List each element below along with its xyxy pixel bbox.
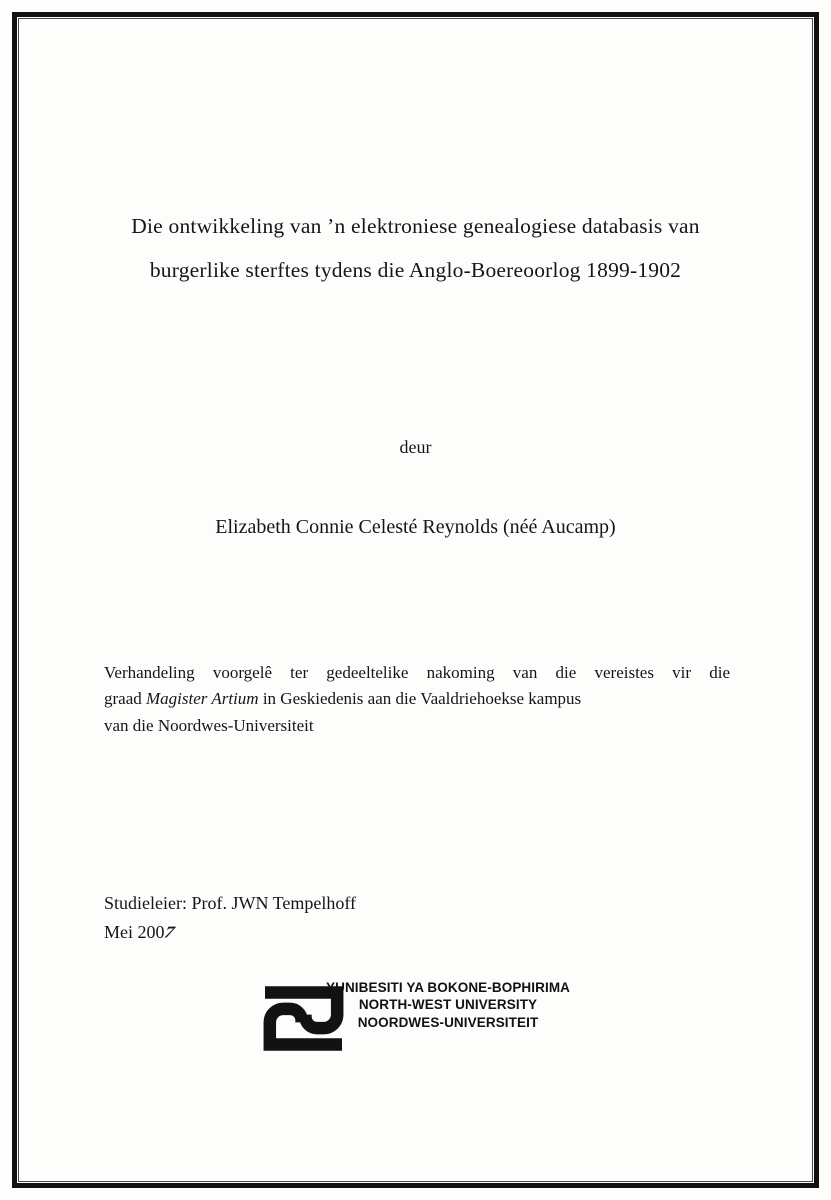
degree-name-italic: Magister Artium [146,689,259,709]
date-line [104,918,356,947]
university-logo [255,976,585,1060]
degree-statement-line2-pre: graad [104,689,147,709]
logo-wordmark-setswana: YUNIBESITI YA BOKONE-BOPHIRIMA [325,980,571,995]
thesis-title [0,204,831,292]
degree-statement-line1: Verhandeling voorgelê ter gedeeltelike nakoming van die vereistes vir die [104,663,730,682]
degree-statement-line2 [104,686,730,712]
supervisor-line: Studieleier: Prof. JWN Tempelhoff [104,893,357,913]
author-name: Elizabeth Connie Celesté Reynolds (néé Aucamp) [215,516,616,538]
logo-wordmark-english: NORTH-WEST UNIVERSITY [358,997,538,1013]
degree-statement-line3: van die Noordwes-Universiteit [104,715,314,735]
byline: deur [399,437,432,457]
thesis-title-line1: Die ontwikkeling van ’n elektroniese genealogiese databasis van [131,214,700,238]
supervisor-block [104,889,356,946]
date-prefix: Mei 200 [104,921,165,942]
thesis-title-line2: burgerlike sterftes tydens die Anglo-Boereoorlog 1899-1902 [149,258,682,282]
logo-wordmark [319,979,577,1031]
degree-statement [104,660,730,739]
degree-statement-line2-post: in Geskiedenis aan die Vaaldriehoekse kampus [258,689,582,709]
logo-wordmark-afrikaans: NOORDWES-UNIVERSITEIT [357,1014,539,1030]
date-final-digit: 7 [160,922,178,941]
